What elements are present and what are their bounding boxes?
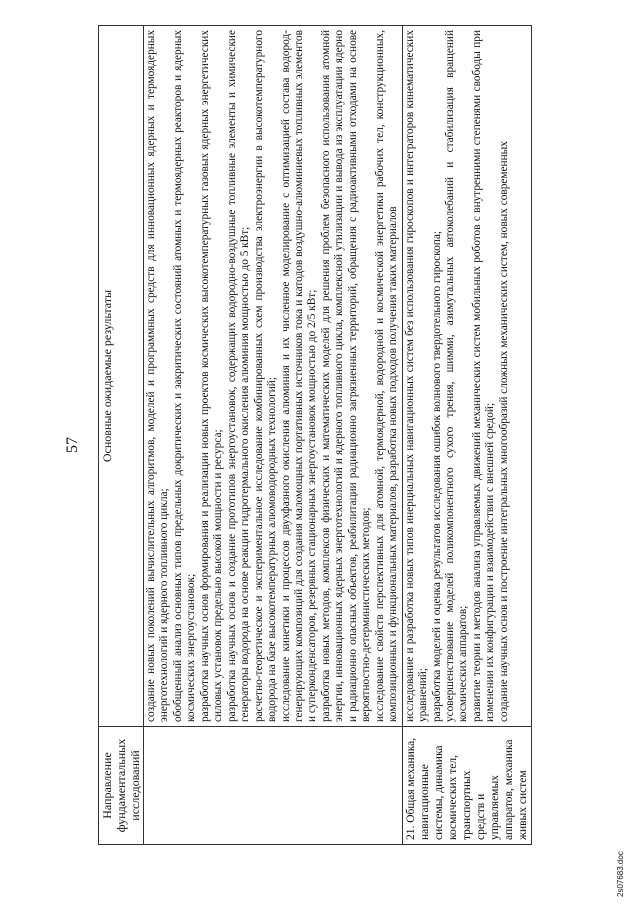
header-direction: Направление фундаментальных исследований: [99, 727, 144, 845]
result-item: создание научных основ и построение интегральных многообразий сложных механических систем, новых современных: [497, 141, 510, 722]
page-number: 57: [64, 437, 81, 453]
table-header-row: [99, 26, 144, 845]
research-area: 21. Общая механика, навигационные системы, динамика космических тел, транспортных средств и управляемых аппаратов, механика живых систем: [402, 727, 532, 845]
result-item: усовершенствование моделей поликомпонентного сухого трения, шимми, азимутальных автоколебаний и стабилизация вращений космических аппаратов;: [443, 30, 470, 722]
result-item: обобщенный анализ основных типов предельных докритических и закритических состояний атомных и термоядерных реакторов и ядерных космических энергоустановок;: [171, 30, 198, 722]
result-item: разработка новых методов, комплексов физических и математических моделей для решения проблем безопасного использования атомной энергии, инновационных ядерных энерготехнологий и ядерного топливного цикла, комплексной утилизации и вывода из эксплуатации ядерно и радиационно опасных объектов, реабилитации радиационно загрязненных территорий, обращения с радиоактивными отходами на основе вероятностно-детерминистических методов;: [319, 30, 373, 722]
result-item: расчетно-теоретическое и экспериментальное исследование комбинированных схем производства электроэнергии в высокотемпературного водорода на базе высокотемпературных алюмоводородных технологий;: [252, 30, 279, 722]
result-item: разработка научных основ и создание прототипов энергоустановок, содержащих водородно-воздушные топливные элементы и химические генераторы водорода на основе реакции гидротермального окисления алюминия мощностью до 5 кВт;: [225, 30, 252, 722]
result-item: исследование и разработка новых типов инерциальных навигационных систем без использования гироскопов и интеграторов кинематических уравнений;: [403, 30, 430, 722]
expected-results: [402, 26, 532, 727]
result-item: разработка научных основ формирования и реализации новых проектов космических высокотемпературных газовых ядерных энергетических силовых установок предельно высокой мощности и ресурса;: [198, 30, 225, 722]
table-row: [402, 26, 532, 845]
result-item: разработка моделей и оценка результатов исследования ошибок волнового твердотельного гироскопа;: [430, 230, 443, 722]
result-item: исследование свойств перспективных для атомной, термоядерной, водородной и космической энергетики рабочих тел, конструкционных, композиционных и функциональных материалов, разработка новых подходов получения таких материалов: [373, 30, 400, 722]
research-area: [144, 727, 403, 845]
result-item: исследование кинетики и процессов двухфазного окисления алюминия и их численное моделирование с оптимизацией состава водород-генерирующих композиций для создания маломощных портативных источников тока и катодов воздушно-алюминиевых топливных элементов и суперконденсаторов, резервных стационарных энергоустановок мощностью до 2/5 кВт;: [279, 30, 319, 722]
result-item: создание новых поколений вычислительных алгоритмов, моделей и программных средств для инновационных ядерных и термоядерных энерготехнологий и ядерного топливного цикла;: [145, 30, 171, 722]
document-code: 2s07683.doc: [616, 851, 625, 897]
expected-results: [144, 26, 403, 727]
header-results: Основные ожидаемые результаты: [99, 26, 144, 727]
results-table: [98, 25, 532, 845]
result-item: развитие теории и методов анализа управляемых движений механических систем мобильных роботов с внутренними степенями свободы при изменении их конфигурации и взаимодействии с внешней средой;: [470, 30, 497, 722]
table-row: [144, 26, 403, 845]
